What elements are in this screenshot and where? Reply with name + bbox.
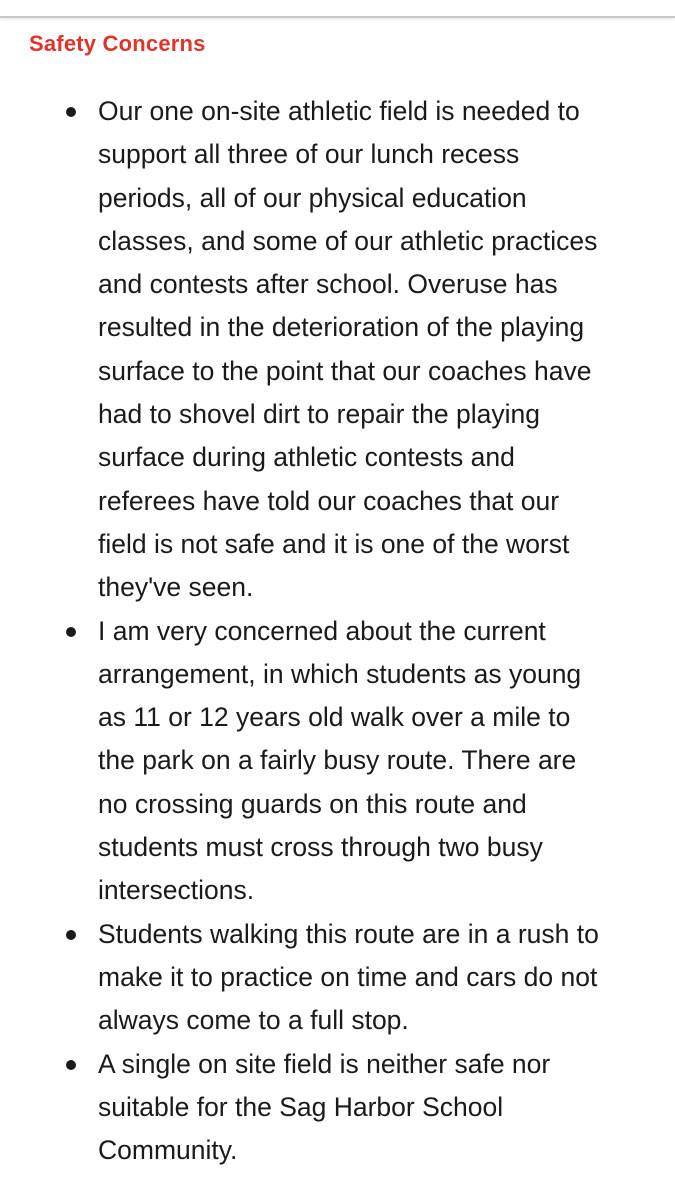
list-item-text: [98, 1043, 655, 1173]
list-item: [0, 90, 675, 610]
text-line: field is not safe and it is one of the worst: [98, 528, 570, 559]
text-line: had to shovel dirt to repair the playing: [98, 399, 540, 430]
text-line: students must cross through two busy: [98, 832, 543, 863]
list-item: [0, 1043, 675, 1173]
text-line: resulted in the deterioration of the playing: [98, 312, 585, 343]
text-line: suitable for the Sag Harbor School: [98, 1091, 504, 1122]
text-line: surface to the point that our coaches have: [98, 355, 592, 386]
text-line: always come to a full stop.: [98, 1005, 409, 1036]
text-line: as 11 or 12 years old walk over a mile to: [98, 702, 571, 733]
text-line: periods, all of our physical education: [98, 182, 527, 213]
list-item-text: [98, 913, 655, 1043]
text-line: A single on site field is neither safe nor: [98, 1048, 551, 1079]
list-item: [0, 913, 675, 1043]
text-line: and contests after school. Overuse has: [98, 269, 558, 300]
text-line: support all three of our lunch recess: [98, 139, 520, 170]
top-divider: [0, 0, 675, 18]
text-line: Our one on-site athletic field is needed to: [98, 96, 580, 126]
list-item-text: [98, 610, 655, 913]
text-line: Students walking this route are in a rush to: [98, 918, 599, 949]
text-line: classes, and some of our athletic practices: [98, 225, 598, 256]
text-line: Community.: [98, 1135, 238, 1166]
text-line: make it to practice on time and cars do not: [98, 961, 598, 992]
bullet-icon: [66, 930, 76, 940]
text-line: referees have told our coaches that our: [98, 485, 560, 516]
text-line: they've seen.: [98, 572, 254, 603]
bullet-icon: [66, 627, 76, 637]
bullet-icon: [66, 107, 76, 117]
text-line: the park on a fairly busy route. There are: [98, 745, 577, 776]
text-line: no crossing guards on this route and: [98, 788, 527, 819]
text-line: intersections.: [98, 875, 255, 906]
text-line: I am very concerned about the current: [98, 615, 546, 646]
safety-concerns-list: [0, 90, 675, 1172]
text-line: arrangement, in which students as young: [98, 658, 582, 689]
list-item-text: [98, 90, 655, 610]
section-heading: Safety Concerns: [29, 31, 206, 56]
bullet-icon: [66, 1060, 76, 1070]
text-line: surface during athletic contests and: [98, 442, 515, 473]
list-item: [0, 610, 675, 913]
